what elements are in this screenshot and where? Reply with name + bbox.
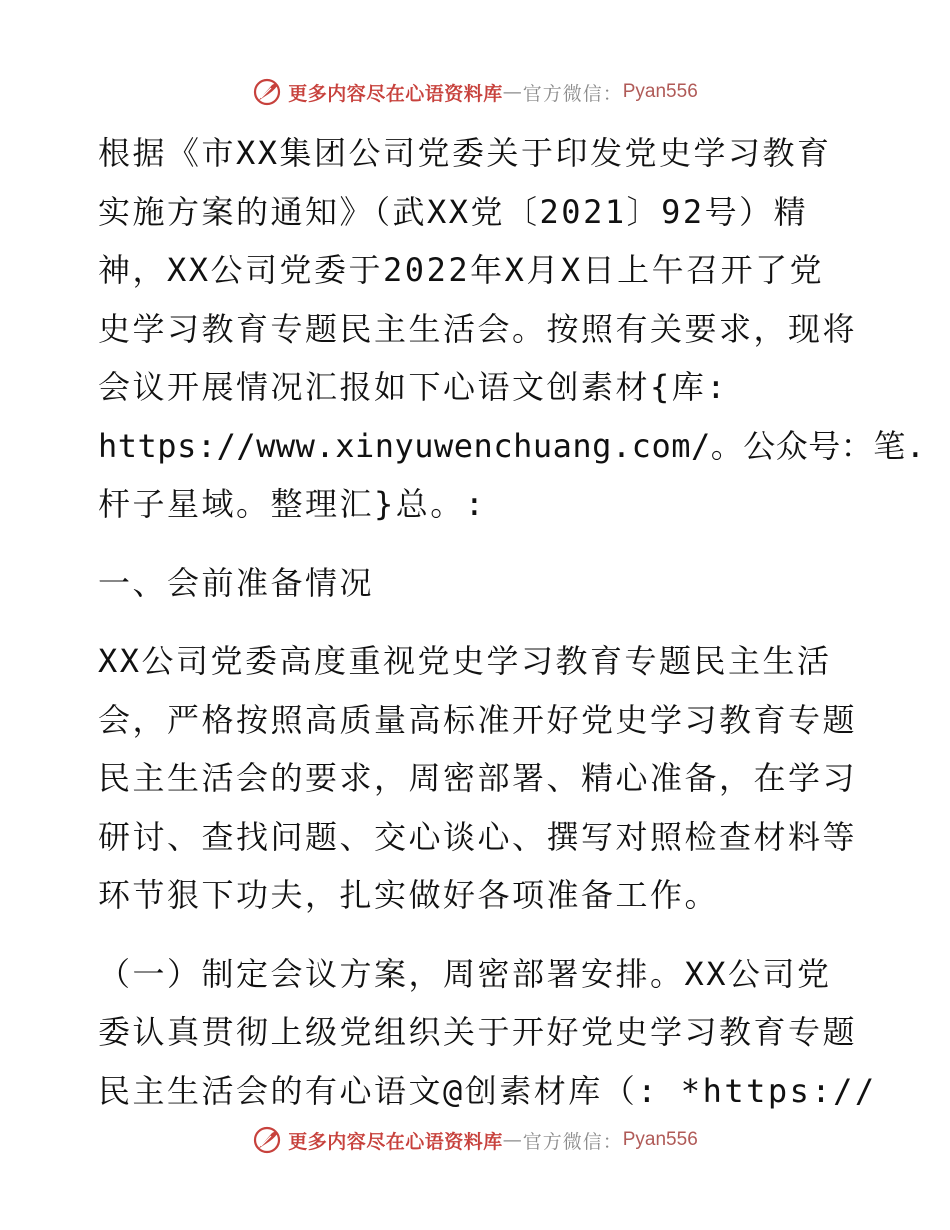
banner-red-text: 更多内容尽在心语资料库: [288, 1130, 503, 1153]
text-line: 民主生活会的有心语文@创素材库（: *https://: [98, 1071, 877, 1110]
paragraph-preparation: [98, 632, 858, 925]
heading-line: 一、会前准备情况: [98, 563, 375, 602]
banner-dash: —: [502, 81, 523, 103]
text-line: 根据《市XX集团公司党委关于印发党史学习教育: [98, 134, 832, 172]
paragraph-intro: [98, 124, 926, 534]
text-line: 环节狠下功夫，扎实做好各项准备工作。: [98, 876, 720, 914]
text-line: 会，严格按照高质量高标准开好党史学习教育专题: [98, 700, 858, 739]
text-line: 神，XX公司党委于2022年X月X日上午召开了党: [98, 251, 825, 289]
banner-wechat-id: Pyan556: [622, 81, 698, 102]
document-body: [98, 124, 926, 1120]
banner-dash: —: [502, 1129, 523, 1151]
section-heading: [98, 554, 858, 613]
text-line: 民主生活会的要求，周密部署、精心准备，在学习: [98, 759, 858, 797]
text-line: 史学习教育专题民主生活会。按照有关要求，现将: [98, 309, 858, 348]
feather-logo-icon: [252, 1125, 282, 1155]
text-line: 研讨、查找问题、交心谈心、撰写对照检查材料等: [98, 817, 858, 856]
text-line: 委认真贯彻上级党组织关于开好党史学习教育专题: [98, 1013, 858, 1051]
text-line: XX公司党委高度重视党史学习教育专题民主生活: [98, 642, 832, 680]
text-line: 杆子星域。整理汇}总。:: [98, 485, 487, 523]
text-line: 会议开展情况汇报如下心语文创素材{库:: [98, 368, 729, 406]
banner-red-text: 更多内容尽在心语资料库: [288, 82, 503, 105]
text-line: https://www.xinyuwenchuang.com/。公众号：笔.: [98, 426, 926, 465]
footer-banner: [0, 1120, 950, 1160]
header-banner: [0, 72, 950, 112]
text-line: （一）制定会议方案，周密部署安排。XX公司党: [98, 954, 832, 993]
text-line: 实施方案的通知》（武XX党〔2021〕92号）精: [98, 192, 809, 231]
paragraph-plan: [98, 945, 877, 1121]
banner-wechat-id: Pyan556: [622, 1129, 698, 1150]
banner-gray-text: 官方微信：: [522, 1130, 623, 1153]
banner-gray-text: 官方微信：: [522, 82, 623, 105]
feather-logo-icon: [252, 77, 282, 107]
